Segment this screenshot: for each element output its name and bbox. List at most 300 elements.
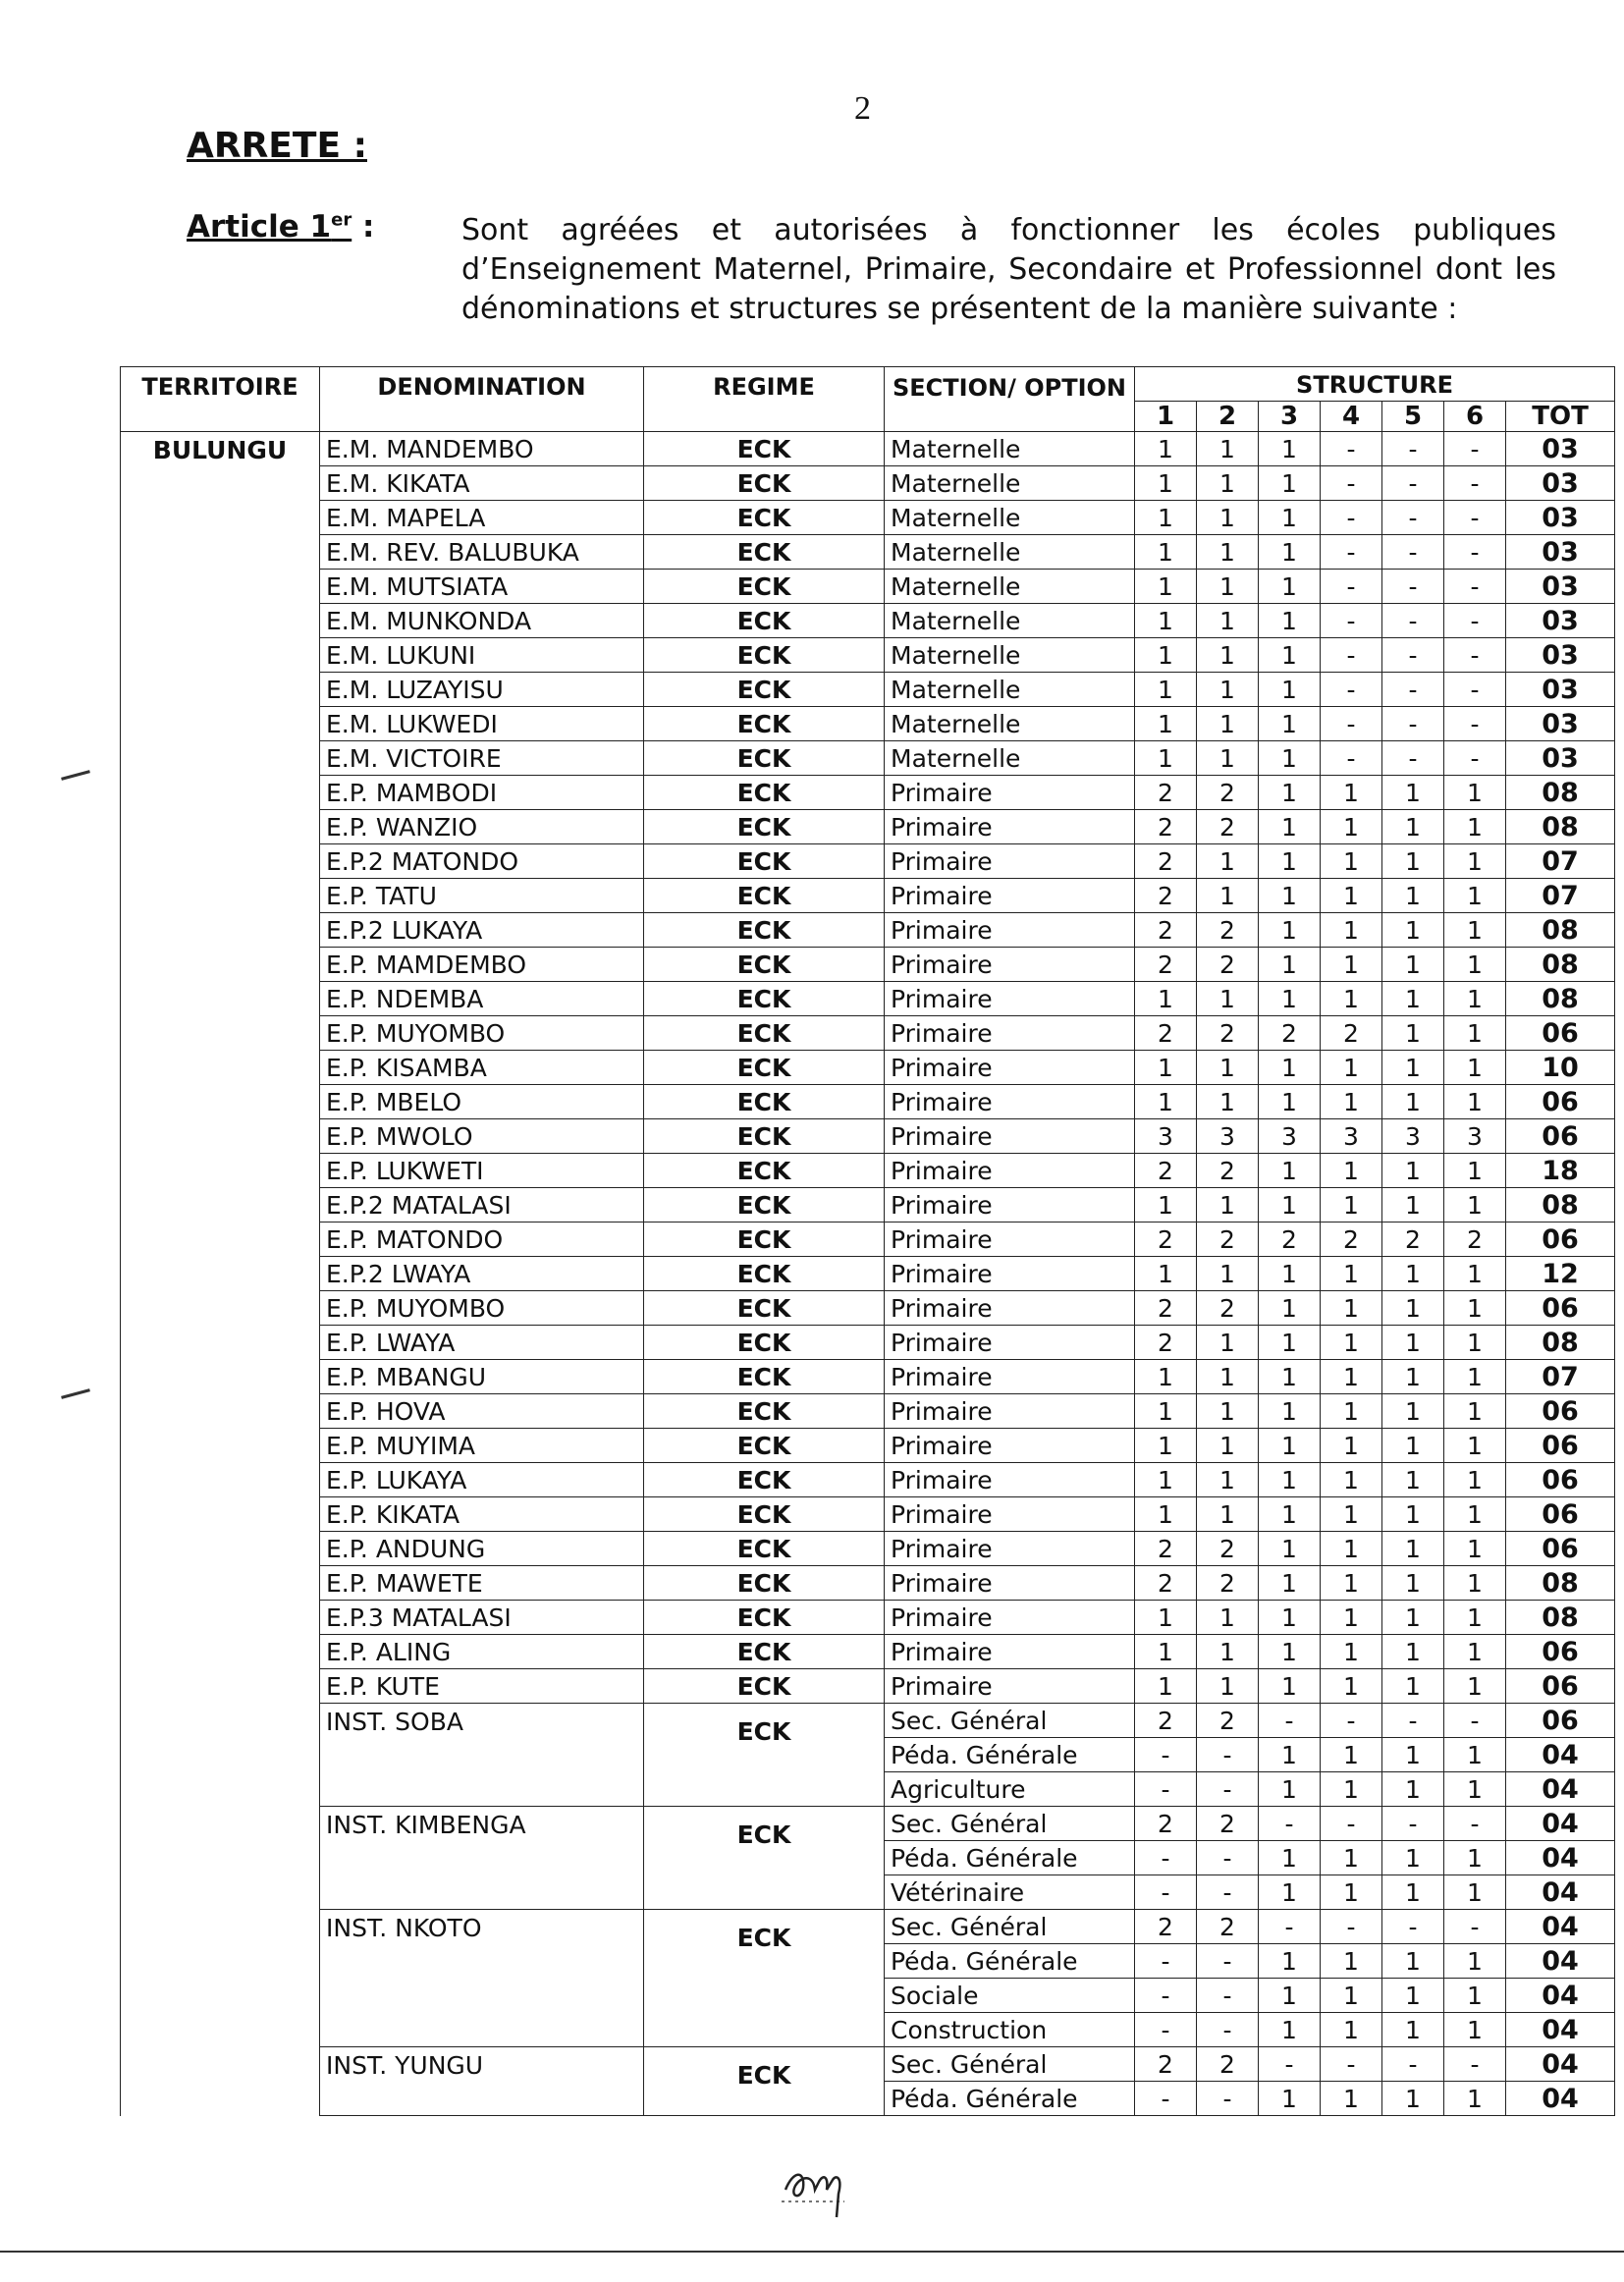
cell-regime: ECK [644,1257,885,1291]
cell-total: 06 [1506,1222,1615,1257]
cell-structure-3: 1 [1259,1326,1321,1360]
cell-structure-2: 1 [1197,535,1259,570]
cell-denomination: E.P. MUYOMBO [320,1291,644,1326]
cell-structure-2: - [1197,1841,1259,1875]
header-col-1: 1 [1135,402,1197,432]
table-body [121,432,1615,2116]
cell-structure-2: 1 [1197,1257,1259,1291]
cell-structure-1: 1 [1135,707,1197,741]
table-row [121,1429,1615,1463]
article-label [187,209,374,244]
table-row [121,707,1615,741]
cell-section-option: Primaire [885,1016,1135,1051]
header-col-3: 3 [1259,402,1321,432]
cell-regime: ECK [644,1051,885,1085]
cell-structure-3: 1 [1259,673,1321,707]
table-row [121,570,1615,604]
cell-total: 08 [1506,810,1615,844]
cell-structure-3: 1 [1259,1154,1321,1188]
cell-structure-5: 1 [1382,1841,1444,1875]
cell-section-option: Péda. Générale [885,1738,1135,1772]
cell-structure-5: - [1382,741,1444,776]
cell-structure-3: 1 [1259,2082,1321,2116]
cell-structure-6: 1 [1444,1944,1506,1979]
cell-structure-6: 1 [1444,1635,1506,1669]
header-col-tot: TOT [1506,402,1615,432]
cell-structure-4: - [1321,1910,1382,1944]
cell-structure-1: - [1135,1841,1197,1875]
cell-structure-2: - [1197,2082,1259,2116]
cell-denomination: E.P. MWOLO [320,1119,644,1154]
cell-structure-6: 1 [1444,1566,1506,1601]
cell-structure-2: 1 [1197,1601,1259,1635]
cell-structure-1: 1 [1135,1669,1197,1704]
cell-structure-2: 1 [1197,1497,1259,1532]
cell-denomination: E.P. MBELO [320,1085,644,1119]
cell-total: 06 [1506,1394,1615,1429]
cell-denomination: E.P. MAMBODI [320,776,644,810]
cell-structure-6: 1 [1444,1360,1506,1394]
cell-structure-6: - [1444,2047,1506,2082]
cell-structure-2: - [1197,1875,1259,1910]
cell-structure-4: 1 [1321,1635,1382,1669]
cell-structure-6: - [1444,638,1506,673]
page-number: 2 [854,90,871,127]
cell-section-option: Maternelle [885,673,1135,707]
table-row [121,1463,1615,1497]
cell-structure-4: 1 [1321,2082,1382,2116]
cell-structure-2: 1 [1197,1051,1259,1085]
cell-structure-1: 2 [1135,844,1197,879]
cell-structure-1: 2 [1135,948,1197,982]
header-territoire: TERRITOIRE [121,367,320,432]
cell-total: 03 [1506,535,1615,570]
cell-structure-5: 1 [1382,1154,1444,1188]
cell-structure-5: - [1382,570,1444,604]
cell-section-option: Primaire [885,1326,1135,1360]
cell-structure-2: 1 [1197,844,1259,879]
table-row [121,948,1615,982]
cell-structure-5: 1 [1382,844,1444,879]
cell-section-option: Péda. Générale [885,1944,1135,1979]
cell-structure-4: - [1321,604,1382,638]
cell-structure-2: 2 [1197,1566,1259,1601]
cell-denomination: E.P. KUTE [320,1669,644,1704]
table-row [121,501,1615,535]
cell-regime: ECK [644,879,885,913]
cell-regime: ECK [644,638,885,673]
cell-structure-1: 1 [1135,673,1197,707]
cell-section-option: Primaire [885,1394,1135,1429]
cell-structure-6: - [1444,1910,1506,1944]
cell-structure-6: - [1444,570,1506,604]
cell-denomination: E.P. MBANGU [320,1360,644,1394]
cell-structure-5: 1 [1382,1944,1444,1979]
cell-structure-4: - [1321,2047,1382,2082]
table-row [121,466,1615,501]
header-denomination: DENOMINATION [320,367,644,432]
cell-structure-1: 1 [1135,535,1197,570]
article-label-sup: er [331,209,352,231]
table-row [121,1394,1615,1429]
cell-structure-6: 1 [1444,844,1506,879]
cell-structure-2: 2 [1197,1222,1259,1257]
cell-structure-6: 1 [1444,948,1506,982]
cell-total: 06 [1506,1463,1615,1497]
cell-structure-4: - [1321,501,1382,535]
cell-structure-3: 1 [1259,1051,1321,1085]
heading-arrete: ARRETE : [187,126,367,166]
cell-denomination: INST. KIMBENGA [320,1807,644,1910]
cell-section-option: Primaire [885,1463,1135,1497]
cell-structure-3: 1 [1259,501,1321,535]
cell-total: 07 [1506,844,1615,879]
cell-structure-4: 1 [1321,1841,1382,1875]
cell-structure-1: - [1135,2013,1197,2047]
cell-structure-3: 1 [1259,1360,1321,1394]
table-row [121,913,1615,948]
cell-structure-4: - [1321,466,1382,501]
cell-structure-2: 1 [1197,1085,1259,1119]
cell-structure-1: 1 [1135,982,1197,1016]
cell-regime: ECK [644,466,885,501]
cell-section-option: Sec. Général [885,2047,1135,2082]
cell-structure-3: 1 [1259,1257,1321,1291]
cell-structure-1: - [1135,1944,1197,1979]
cell-structure-5: 1 [1382,1429,1444,1463]
cell-structure-6: - [1444,707,1506,741]
table-row [121,1910,1615,1944]
cell-structure-1: 1 [1135,1051,1197,1085]
cell-structure-3: 1 [1259,1979,1321,2013]
cell-structure-4: 1 [1321,1601,1382,1635]
cell-structure-3: 1 [1259,1738,1321,1772]
cell-structure-2: 1 [1197,604,1259,638]
cell-denomination: E.P. MUYOMBO [320,1016,644,1051]
table-row [121,1360,1615,1394]
cell-structure-3: 1 [1259,535,1321,570]
cell-structure-2: 2 [1197,913,1259,948]
cell-structure-1: 2 [1135,776,1197,810]
cell-structure-2: 1 [1197,707,1259,741]
cell-denomination: E.P.2 LWAYA [320,1257,644,1291]
cell-regime: ECK [644,1669,885,1704]
article-label-colon: : [352,209,375,244]
table-row [121,1532,1615,1566]
cell-regime: ECK [644,1188,885,1222]
header-section-option: SECTION/ OPTION [885,367,1135,432]
cell-total: 08 [1506,776,1615,810]
cell-structure-1: - [1135,1979,1197,2013]
cell-structure-5: 1 [1382,948,1444,982]
cell-structure-4: 1 [1321,1532,1382,1566]
cell-denomination: E.P. LWAYA [320,1326,644,1360]
cell-section-option: Maternelle [885,501,1135,535]
cell-structure-1: 2 [1135,1291,1197,1326]
cell-total: 03 [1506,673,1615,707]
cell-structure-5: - [1382,604,1444,638]
cell-denomination: E.P. LUKWETI [320,1154,644,1188]
cell-regime: ECK [644,844,885,879]
cell-section-option: Construction [885,2013,1135,2047]
cell-regime: ECK [644,535,885,570]
cell-section-option: Primaire [885,913,1135,948]
cell-structure-2: 1 [1197,1635,1259,1669]
cell-structure-2: 1 [1197,570,1259,604]
cell-structure-4: 1 [1321,1772,1382,1807]
cell-section-option: Agriculture [885,1772,1135,1807]
cell-structure-4: 1 [1321,1566,1382,1601]
cell-structure-1: 1 [1135,1429,1197,1463]
cell-structure-3: 1 [1259,1841,1321,1875]
cell-structure-2: 1 [1197,466,1259,501]
cell-structure-3: 1 [1259,948,1321,982]
cell-structure-3: 1 [1259,1532,1321,1566]
cell-structure-1: 2 [1135,2047,1197,2082]
cell-denomination: E.M. MUTSIATA [320,570,644,604]
cell-regime: ECK [644,1566,885,1601]
cell-structure-6: - [1444,1807,1506,1841]
cell-structure-1: 2 [1135,1910,1197,1944]
cell-structure-5: - [1382,1807,1444,1841]
cell-section-option: Primaire [885,810,1135,844]
cell-structure-2: - [1197,2013,1259,2047]
cell-total: 06 [1506,1085,1615,1119]
cell-structure-6: 1 [1444,1738,1506,1772]
cell-structure-3: - [1259,1704,1321,1738]
cell-structure-6: 1 [1444,1257,1506,1291]
cell-total: 04 [1506,2013,1615,2047]
cell-denomination: E.M. MANDEMBO [320,432,644,466]
cell-structure-1: 2 [1135,913,1197,948]
cell-structure-6: - [1444,1704,1506,1738]
cell-section-option: Primaire [885,1188,1135,1222]
cell-total: 08 [1506,1326,1615,1360]
table-row [121,879,1615,913]
margin-mark [61,770,90,781]
cell-regime: ECK [644,810,885,844]
cell-structure-5: 1 [1382,2013,1444,2047]
cell-structure-6: 2 [1444,1222,1506,1257]
cell-regime: ECK [644,1394,885,1429]
table-row [121,1326,1615,1360]
cell-structure-4: 1 [1321,1188,1382,1222]
cell-structure-6: 1 [1444,1841,1506,1875]
cell-denomination: E.M. LUKUNI [320,638,644,673]
cell-structure-6: 1 [1444,879,1506,913]
cell-section-option: Maternelle [885,432,1135,466]
cell-structure-5: 1 [1382,879,1444,913]
cell-structure-2: 2 [1197,1016,1259,1051]
cell-regime: ECK [644,1291,885,1326]
cell-total: 06 [1506,1497,1615,1532]
cell-section-option: Primaire [885,1085,1135,1119]
cell-regime: ECK [644,1532,885,1566]
cell-structure-1: 1 [1135,604,1197,638]
cell-regime: ECK [644,1119,885,1154]
cell-structure-4: 1 [1321,1360,1382,1394]
cell-territory: BULUNGU [121,432,320,2116]
cell-total: 06 [1506,1291,1615,1326]
cell-section-option: Primaire [885,1669,1135,1704]
cell-structure-2: 1 [1197,1429,1259,1463]
cell-section-option: Primaire [885,1635,1135,1669]
cell-section-option: Maternelle [885,570,1135,604]
cell-total: 03 [1506,501,1615,535]
cell-structure-1: 2 [1135,810,1197,844]
cell-structure-1: 1 [1135,741,1197,776]
cell-regime: ECK [644,1016,885,1051]
table-row [121,1635,1615,1669]
cell-structure-5: 1 [1382,1291,1444,1326]
schools-table [120,366,1615,2116]
cell-structure-3: 1 [1259,776,1321,810]
cell-structure-3: 1 [1259,810,1321,844]
header-col-6: 6 [1444,402,1506,432]
table-row [121,1704,1615,1738]
cell-total: 03 [1506,570,1615,604]
cell-total: 08 [1506,1566,1615,1601]
cell-denomination: E.M. VICTOIRE [320,741,644,776]
cell-structure-6: 1 [1444,1463,1506,1497]
cell-total: 06 [1506,1669,1615,1704]
cell-denomination: E.M. KIKATA [320,466,644,501]
cell-structure-3: 1 [1259,1566,1321,1601]
cell-structure-2: - [1197,1979,1259,2013]
cell-structure-5: - [1382,432,1444,466]
cell-structure-2: - [1197,1944,1259,1979]
cell-section-option: Maternelle [885,638,1135,673]
cell-section-option: Primaire [885,1119,1135,1154]
header-regime: REGIME [644,367,885,432]
cell-section-option: Sociale [885,1979,1135,2013]
cell-structure-5: - [1382,501,1444,535]
cell-structure-4: - [1321,1704,1382,1738]
cell-denomination: E.P. ANDUNG [320,1532,644,1566]
cell-structure-3: 1 [1259,1601,1321,1635]
cell-section-option: Maternelle [885,741,1135,776]
cell-total: 04 [1506,1944,1615,1979]
cell-structure-4: 1 [1321,1085,1382,1119]
cell-structure-3: 1 [1259,1188,1321,1222]
cell-structure-6: 3 [1444,1119,1506,1154]
cell-total: 06 [1506,1704,1615,1738]
cell-total: 06 [1506,1635,1615,1669]
cell-total: 06 [1506,1532,1615,1566]
cell-structure-2: 2 [1197,1704,1259,1738]
cell-structure-6: 1 [1444,1016,1506,1051]
cell-regime: ECK [644,1635,885,1669]
cell-section-option: Primaire [885,948,1135,982]
cell-structure-4: 1 [1321,810,1382,844]
cell-structure-2: 2 [1197,2047,1259,2082]
cell-denomination: INST. SOBA [320,1704,644,1807]
cell-section-option: Primaire [885,1291,1135,1326]
cell-denomination: E.P.2 MATONDO [320,844,644,879]
cell-structure-2: 1 [1197,673,1259,707]
table-row [121,535,1615,570]
cell-structure-4: 1 [1321,1291,1382,1326]
cell-structure-6: 1 [1444,1085,1506,1119]
cell-section-option: Vétérinaire [885,1875,1135,1910]
cell-structure-6: 1 [1444,1394,1506,1429]
cell-structure-3: 1 [1259,1291,1321,1326]
cell-structure-4: - [1321,535,1382,570]
cell-total: 04 [1506,1910,1615,1944]
cell-structure-1: 1 [1135,432,1197,466]
cell-structure-3: - [1259,1910,1321,1944]
cell-structure-6: 1 [1444,1497,1506,1532]
cell-structure-1: 1 [1135,1085,1197,1119]
cell-structure-6: 1 [1444,982,1506,1016]
cell-structure-3: 1 [1259,1429,1321,1463]
cell-total: 12 [1506,1257,1615,1291]
cell-total: 07 [1506,1360,1615,1394]
table-row [121,1497,1615,1532]
cell-structure-3: 1 [1259,466,1321,501]
cell-total: 06 [1506,1429,1615,1463]
cell-structure-3: - [1259,2047,1321,2082]
cell-structure-3: 1 [1259,570,1321,604]
cell-structure-3: 1 [1259,638,1321,673]
cell-structure-4: 1 [1321,1326,1382,1360]
cell-structure-5: - [1382,638,1444,673]
signature-icon [776,2160,884,2219]
cell-structure-4: 1 [1321,913,1382,948]
table-row [121,1051,1615,1085]
table-row [121,1807,1615,1841]
cell-total: 18 [1506,1154,1615,1188]
cell-structure-1: 1 [1135,1257,1197,1291]
table-row [121,844,1615,879]
cell-regime: ECK [644,432,885,466]
cell-structure-1: - [1135,1738,1197,1772]
cell-structure-5: 1 [1382,2082,1444,2116]
cell-structure-6: 1 [1444,2013,1506,2047]
cell-structure-1: 1 [1135,501,1197,535]
cell-total: 06 [1506,1119,1615,1154]
table-row [121,1669,1615,1704]
cell-structure-4: 1 [1321,948,1382,982]
cell-section-option: Péda. Générale [885,1841,1135,1875]
cell-structure-2: 2 [1197,1910,1259,1944]
cell-regime: ECK [644,1360,885,1394]
cell-structure-6: 1 [1444,913,1506,948]
cell-structure-3: 2 [1259,1016,1321,1051]
cell-structure-2: 2 [1197,776,1259,810]
cell-structure-2: 1 [1197,1360,1259,1394]
cell-structure-6: - [1444,501,1506,535]
cell-section-option: Sec. Général [885,1704,1135,1738]
cell-denomination: E.P. LUKAYA [320,1463,644,1497]
cell-denomination: E.P. WANZIO [320,810,644,844]
cell-structure-2: 1 [1197,1394,1259,1429]
cell-structure-3: 1 [1259,879,1321,913]
cell-structure-6: 1 [1444,1601,1506,1635]
cell-structure-5: 1 [1382,1738,1444,1772]
cell-structure-4: - [1321,1807,1382,1841]
cell-structure-5: 1 [1382,776,1444,810]
cell-structure-3: 1 [1259,1635,1321,1669]
cell-regime: ECK [644,673,885,707]
cell-structure-4: - [1321,638,1382,673]
cell-structure-4: 1 [1321,1463,1382,1497]
cell-structure-4: 1 [1321,1394,1382,1429]
table-row [121,1566,1615,1601]
cell-section-option: Primaire [885,1566,1135,1601]
cell-structure-4: 1 [1321,1669,1382,1704]
cell-structure-5: - [1382,673,1444,707]
